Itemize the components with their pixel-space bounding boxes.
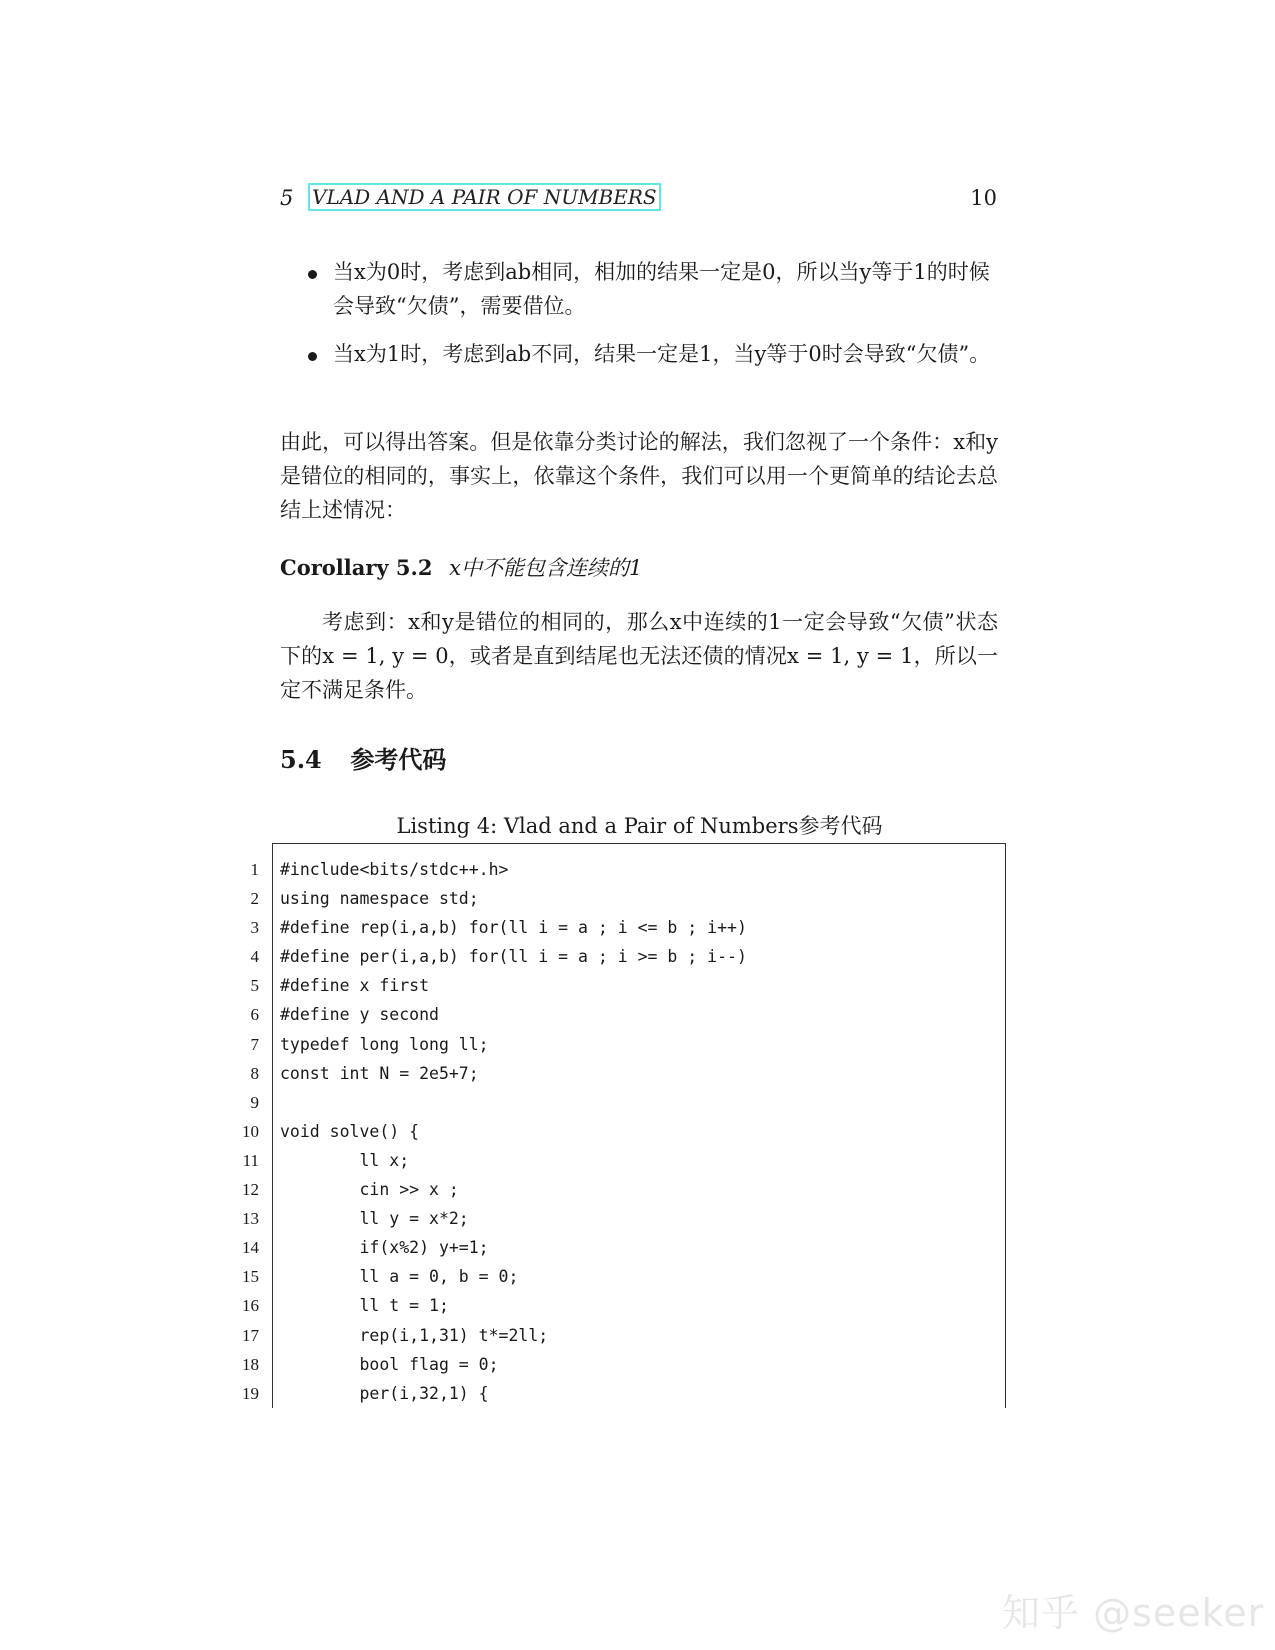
section-heading — [280, 740, 446, 775]
code-line — [242, 1146, 1005, 1175]
code-text: #define rep(i,a,b) for(ll i = a ; i <= b ; i++) — [280, 918, 747, 938]
corollary — [280, 551, 998, 585]
line-number: 5 — [250, 976, 259, 996]
line-number: 19 — [242, 1383, 259, 1403]
line-number: 18 — [242, 1354, 259, 1374]
code-line — [250, 971, 1005, 1000]
line-number: 17 — [242, 1325, 259, 1345]
line-number: 8 — [250, 1063, 259, 1083]
code-text: typedef long long ll; — [280, 1034, 489, 1054]
code-line — [242, 1233, 1005, 1262]
paragraph: 由此，可以得出答案。但是依靠分类讨论的解法，我们忽视了一个条件：x和y是错位的相同的，事实上，依靠这个条件，我们可以用一个更简单的结论去总结上述情况： — [280, 430, 998, 522]
watermark: 知乎 @seeker — [1002, 1591, 1265, 1635]
list-item — [280, 255, 998, 323]
code-lines — [242, 855, 1005, 1408]
listing-caption: Listing 4: Vlad and a Pair of Numbers参考代码 — [396, 814, 883, 838]
corollary-label: Corollary 5.2 — [280, 555, 433, 580]
code-text: #define per(i,a,b) for(ll i = a ; i >= b ; i--) — [280, 947, 747, 967]
line-number: 6 — [250, 1005, 259, 1025]
bullet-icon — [308, 270, 317, 279]
code-text: using namespace std; — [280, 889, 479, 909]
code-text: #include<bits/stdc++.h> — [280, 860, 509, 879]
header-section-number: 5 — [280, 186, 294, 210]
code-text: const int N = 2e5+7; — [280, 1063, 479, 1083]
code-line — [242, 1175, 1005, 1204]
header-section-link[interactable]: VLAD AND A PAIR OF NUMBERS — [308, 183, 661, 211]
code-line — [250, 1000, 1005, 1029]
code-line — [250, 1088, 1005, 1117]
code-text: if(x%2) y+=1; — [280, 1238, 489, 1258]
code-text: ll t = 1; — [280, 1296, 449, 1316]
bullet-text: 当x为0时，考虑到ab相同，相加的结果一定是0，所以当y等于1的时候会导致“欠债”，需要借位。 — [333, 260, 990, 318]
code-line — [250, 913, 1005, 942]
bullet-text: 当x为1时，考虑到ab不同，结果一定是1，当y等于0时会导致“欠债”。 — [333, 342, 991, 366]
code-text: cin >> x ; — [280, 1180, 459, 1200]
code-text: ll a = 0, b = 0; — [280, 1267, 519, 1287]
code-text: ll y = x*2; — [280, 1209, 469, 1229]
code-line — [242, 1291, 1005, 1320]
line-number: 14 — [242, 1238, 259, 1258]
code-line — [250, 884, 1005, 913]
code-line — [250, 1059, 1005, 1088]
code-text: #define x first — [280, 976, 430, 996]
line-number: 7 — [250, 1034, 259, 1054]
line-number: 11 — [242, 1150, 259, 1170]
code-text: ll x; — [280, 1150, 410, 1170]
line-number: 10 — [242, 1121, 259, 1141]
code-text: #define y second — [280, 1005, 439, 1025]
line-number: 3 — [250, 918, 259, 938]
code-line — [242, 1350, 1005, 1379]
code-line — [242, 1321, 1005, 1350]
line-number: 4 — [250, 947, 259, 967]
line-number: 1 — [250, 860, 259, 879]
line-number: 9 — [250, 1092, 259, 1112]
section-title: 参考代码 — [350, 745, 447, 774]
bullet-icon — [308, 352, 317, 361]
code-line — [250, 855, 1005, 884]
code-line — [242, 1117, 1005, 1146]
code-text: void solve() { — [280, 1121, 420, 1141]
line-number: 15 — [242, 1267, 259, 1287]
running-header — [280, 186, 997, 216]
bullet-list — [280, 255, 998, 385]
paragraph: 考虑到：x和y是错位的相同的，那么x中连续的1一定会导致“欠债”状态下的x = 1, y = 0，或者是直到结尾也无法还债的情况x = 1, y = 1，所以一定不满足条件。 — [280, 610, 998, 702]
line-number: 16 — [242, 1296, 259, 1316]
code-listing — [242, 843, 1006, 1408]
list-item — [280, 337, 998, 371]
code-line — [242, 1204, 1005, 1233]
code-line — [242, 1262, 1005, 1291]
page-number: 10 — [970, 186, 997, 210]
line-number: 13 — [242, 1209, 259, 1229]
code-line — [242, 1379, 1005, 1408]
section-number: 5.4 — [280, 745, 322, 774]
code-text: rep(i,1,31) t*=2ll; — [280, 1325, 549, 1345]
code-line — [250, 942, 1005, 971]
corollary-text: x中不能包含连续的1 — [449, 556, 643, 580]
line-number: 2 — [250, 889, 259, 909]
code-line — [250, 1030, 1005, 1059]
code-text: per(i,32,1) { — [280, 1383, 489, 1403]
code-text: bool flag = 0; — [280, 1354, 499, 1374]
line-number: 12 — [242, 1180, 259, 1200]
